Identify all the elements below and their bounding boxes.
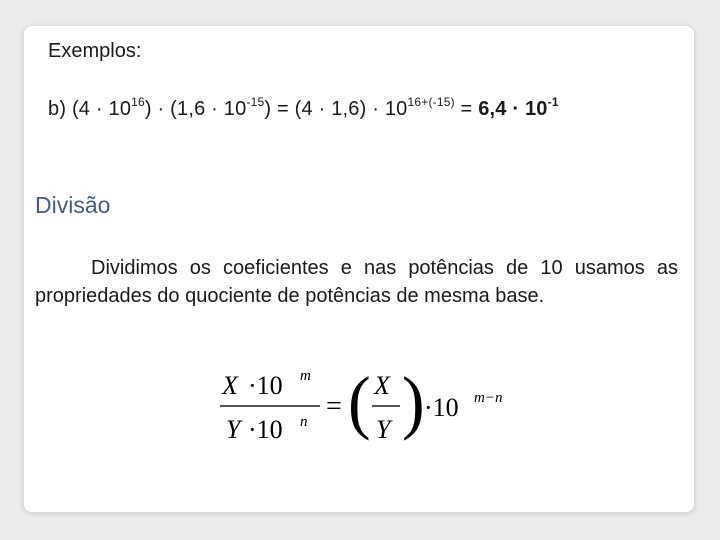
example-b-part3: ) = (4 · 1,6) · 10 — [264, 98, 408, 120]
formula-result-dot-ten: ·10 — [424, 393, 459, 422]
formula-equals: = — [326, 391, 342, 422]
formula-num-var: X — [222, 371, 238, 400]
section-paragraph: Dividimos os coeficientes e nas potências de 10 usamos as propriedades do quociente de potências de mesma base. — [35, 257, 678, 307]
examples-title: Exemplos: — [48, 40, 142, 62]
formula-right-paren: ) — [402, 362, 425, 442]
example-b-result-base: 6,4 · 10 — [478, 98, 548, 120]
formula-num-exp: m — [300, 368, 311, 384]
example-b-result-exp: -1 — [547, 95, 559, 109]
formula-result-exp: m−n — [474, 390, 503, 406]
formula-den-var: Y — [226, 415, 241, 444]
example-b-prefix: b) (4 · 10 — [48, 98, 132, 120]
formula-den-dot-ten: ·10 — [248, 415, 283, 444]
division-formula-svg — [216, 360, 516, 452]
example-b-equation — [48, 95, 559, 121]
formula-paren-den-var: Y — [376, 415, 391, 444]
formula-den-exp: n — [300, 414, 308, 430]
example-b-part2: ) · (1,6 · 10 — [144, 98, 247, 120]
example-b-exp1: 16 — [131, 95, 145, 109]
example-b-exp2: -15 — [246, 95, 265, 109]
example-b-exp3: 16+(-15) — [407, 95, 455, 109]
division-formula — [216, 360, 516, 452]
section-heading-divisao: Divisão — [35, 192, 111, 218]
example-b-part4: = — [454, 98, 479, 120]
formula-left-paren: ( — [348, 362, 371, 442]
formula-num-dot-ten: ·10 — [248, 371, 283, 400]
formula-paren-num-var: X — [374, 371, 390, 400]
example-b-result — [478, 95, 559, 120]
